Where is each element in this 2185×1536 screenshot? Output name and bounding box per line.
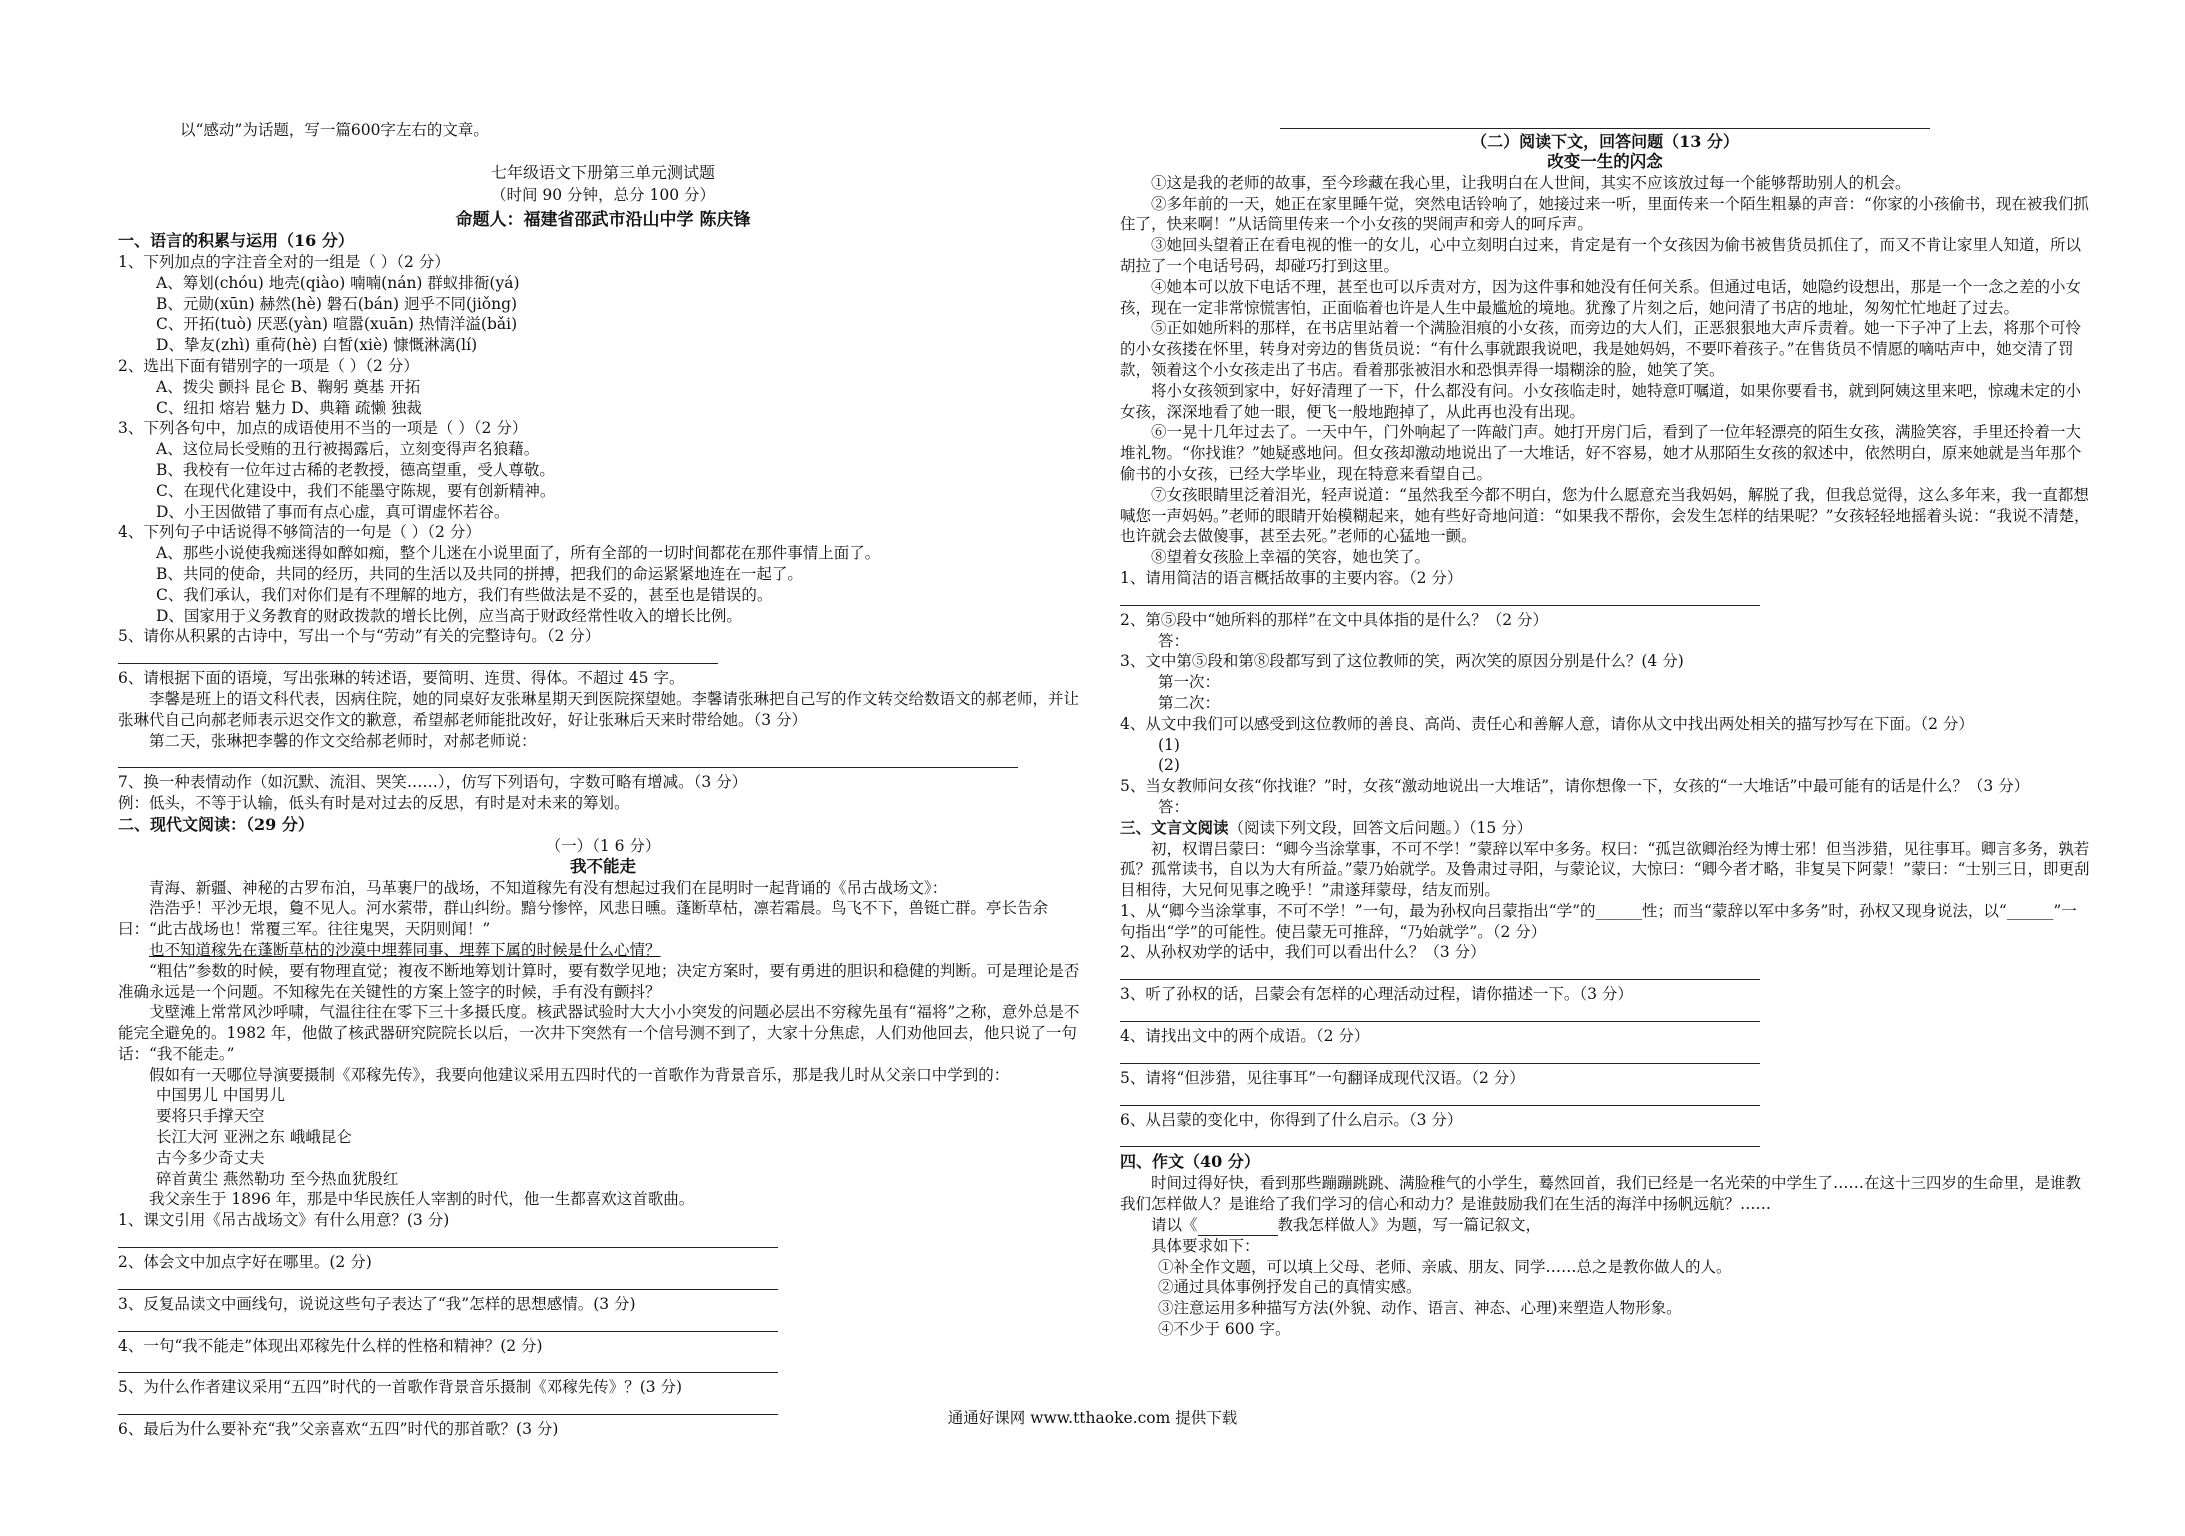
right-column bbox=[1120, 128, 2090, 1340]
q4-option-a: A、那些小说使我痴迷得如醉如痴，整个儿迷在小说里面了，所有全部的一切时间都花在那件事情上面了。 bbox=[156, 544, 881, 563]
q6-context: 李馨是班上的语文科代表，因病住院，她的同桌好友张琳星期天到医院探望她。李馨请张琳把自己写的作文转交给数语文的郝老师，并让张琳代自己向郝老师表示迟交作文的歉意，希望郝老师能批改好，好让张琳后天来时带给她。（3 分） bbox=[118, 689, 1080, 729]
reading-2-question-5: 5、当女教师问女孩“你找谁？”时，女孩“激动地说出一大堆话”，请你想像一下，女孩的“一大堆话”中最可能有的话是什么？（3 分） bbox=[1120, 777, 2030, 796]
answer-line[interactable] bbox=[118, 1233, 778, 1248]
answer-line[interactable] bbox=[118, 1317, 778, 1332]
section-1-title: 一、语言的积累与运用（16 分） bbox=[118, 231, 354, 250]
reading-1-para-4: “粗估”参数的时候，要有物理直觉；複夜不断地筹划计算时，要有数学见地；决定方案时，要有勇进的胆识和稳健的判断。可是理论是否准确永远是一个问题。不知稼先在关键性的方案上签字的时候，手有没有颤抖？ bbox=[118, 961, 1080, 1001]
composition-req-1: ①补全作文题，可以填上父母、老师、亲戚、朋友、同学……总之是教你做人的人。 bbox=[1158, 1257, 1732, 1276]
reading-2-question-4: 4、从文中我们可以感受到这位教师的善良、高尚、责任心和善解人意，请你从文中找出两处相关的描写抄写在下面。（2 分） bbox=[1120, 714, 1974, 733]
excerpt-2-label: (2) bbox=[1158, 756, 1180, 775]
section-3-heading bbox=[1120, 818, 2090, 839]
answer-line[interactable] bbox=[118, 1275, 778, 1290]
reading-1-question-3: 3、反复品读文中画线句，说说这些句子表达了“我”怎样的思想感情。(3 分) bbox=[118, 1294, 636, 1313]
section-2-title: 二、现代文阅读：（29 分） bbox=[118, 814, 314, 834]
reading-1-para-7: 我父亲生于 1896 年，那是中华民族任人宰割的时代，他一生都喜欢这首歌曲。 bbox=[149, 1190, 695, 1209]
reading-2-heading: （二）阅读下文，回答问题（13 分） bbox=[1471, 132, 1739, 151]
reading-1-para-6: 假如有一天哪位导演要摄制《邓稼先传》，我要向他建议采用五四时代的一首歌作为背景音乐，那是我儿时从父亲口中学到的： bbox=[149, 1065, 1010, 1084]
reading-2-para-7: ⑥一晃十几年过去了。一天中午，门外响起了一阵敲门声。她打开房门后，看到了一位年轻漂亮的陌生女孩，满脸笑容，手里还拎着一大堆礼物。“你找谁？”她疑惑地问。但女孩却激动地说出了一大堆话，好不容易，她才从那陌生女孩的叙述中，依然明白，原来她就是当年那个偷书的小女孩，已经大学毕业，现在特意来看望自己。 bbox=[1120, 423, 2082, 483]
classical-question-3: 3、听了孙权的话，吕蒙会有怎样的心理活动过程，请你描述一下。（3 分） bbox=[1120, 985, 1633, 1004]
reading-2-para-2: ②多年前的一天，她正在家里睡午觉，突然电话铃响了，她接过来一听，里面传来一个陌生粗暴的声音：“你家的小孩偷书，现在被我们抓住了，快来啊！”从话筒里传来一个小女孩的哭闹声和旁人的呵斥声。 bbox=[1120, 194, 2089, 234]
exam-title: 七年级语文下册第三单元测试题 bbox=[490, 163, 715, 182]
song-line: 碎首黄尘 燕然勒功 至今热血犹殷红 bbox=[156, 1169, 399, 1188]
reading-1-question-2: 2、体会文中加点字好在哪里。(2 分) bbox=[118, 1253, 372, 1272]
section-4-title: 四、作文（40 分） bbox=[1120, 1152, 1260, 1172]
reading-2-para-5: ⑤正如她所料的那样，在书店里站着一个满脸泪痕的小女孩，而旁边的大人们，正恶狠狠地大声斥责着。她一下子冲了上去，将那个可怜的小女孩搂在怀里，转身对旁边的售货员说：“有什么事就跟我说吧，我是她妈妈，不要吓着孩子。”在售货员不情愿的嘀咕声中，她交清了罚款，领着这个小女孩走出了书店。看着那张被泪水和恐惧弄得一塌糊涂的脸，她笑了笑。 bbox=[1120, 319, 2082, 379]
reading-1-question-6: 6、最后为什么要补充“我”父亲喜欢“五四”时代的那首歌？(3 分) bbox=[118, 1420, 559, 1439]
answer-label: 答： bbox=[1158, 797, 1190, 816]
song-line: 中国男儿 中国男儿 bbox=[156, 1086, 285, 1105]
song-line: 要将只手撑天空 bbox=[156, 1107, 265, 1126]
reading-1-para-5: 戈壁滩上常常风沙呼啸，气温往往在零下三十多摄氏度。核武器试验时大大小小突发的问题必层出不穷稼先虽有“福将”之称，意外总是不能完全避免的。1982 年，他做了核武器研究院院长以后，一次井下突然有一个信号测不到了，大家十分焦虑，人们劝他回去，他只说了一句话：“我不能走。” bbox=[118, 1003, 1080, 1063]
composition-req-4: ④不少于 600 字。 bbox=[1158, 1320, 1291, 1339]
question-3: 3、下列各句中，加点的成语使用不当的一项是（ ）（2 分） bbox=[118, 419, 528, 438]
second-time-label: 第二次： bbox=[1158, 693, 1221, 712]
classical-question-4: 4、请找出文中的两个成语。（2 分） bbox=[1120, 1027, 1370, 1046]
answer-line[interactable] bbox=[118, 649, 718, 664]
q4-option-c: C、我们承认，我们对你们是有不理解的地方，我们有些做法是不妥的，甚至也是错误的。 bbox=[156, 585, 773, 604]
answer-line[interactable] bbox=[1120, 1132, 1760, 1147]
composition-prompt bbox=[1120, 1215, 2090, 1236]
exam-author: 命题人：福建省邵武市沿山中学 陈庆锋 bbox=[455, 210, 751, 230]
footer-credit: 通通好课网 www.tthaoke.com 提供下载 bbox=[947, 1409, 1238, 1427]
reading-1-heading: （一）（1 6 分） bbox=[545, 836, 661, 855]
q2-options-cd: C、纽扣 熔岩 魅力 D、典籍 疏懒 独裁 bbox=[156, 398, 422, 417]
question-2: 2、选出下面有错别字的一项是（ ）（2 分） bbox=[118, 356, 419, 375]
first-time-label: 第一次： bbox=[1158, 673, 1221, 692]
q1-option-a: A、筹划(chóu) 地壳(qiào) 喃喃(nán) 群蚁排衙(yá) bbox=[156, 273, 520, 292]
answer-line[interactable] bbox=[1120, 1049, 1760, 1064]
reading-1-para-3: 也不知道稼先在蓬断草枯的沙漠中埋葬同事、埋葬下属的时候是什么心情？ bbox=[149, 940, 661, 959]
q4-option-b: B、共同的使命，共同的经历，共同的生活以及共同的拼搏，把我们的命运紧紧地连在一起了。 bbox=[156, 564, 803, 583]
composition-prompt-start: 请以《 bbox=[1151, 1216, 1198, 1235]
q3-option-a: A、这位局长受贿的丑行被揭露后，立刻变得声名狼藉。 bbox=[156, 440, 540, 459]
reading-2-para-6: 将小女孩领到家中，好好清理了一下，什么都没有问。小女孩临走时，她特意叮嘱道，如果你要看书，就到阿姨这里来吧，惊魂未定的小女孩，深深地看了她一眼，便飞一般地跑掉了，从此再也没有出现。 bbox=[1120, 381, 2082, 421]
classical-question-5: 5、请将“但涉猎，见往事耳”一句翻译成现代汉语。（2 分） bbox=[1120, 1068, 1525, 1087]
answer-line[interactable] bbox=[1120, 1091, 1760, 1106]
reading-2-para-4: ④她本可以放下电话不理，甚至也可以斥责对方，因为这件事和她没有任何关系。但通过电话，她隐约设想出，那是一个一念之差的小女孩，现在一定非常惊慌害怕，正面临着也许是人生中最尴尬的境地。犹豫了片刻之后，她问清了书店的地址，匆匆忙忙地赶了过去。 bbox=[1120, 277, 2082, 317]
excerpt-1-label: (1) bbox=[1158, 735, 1180, 754]
q1-option-b: B、元勋(xūn) 赫然(hè) 磐石(bán) 迥乎不同(jiǒng) bbox=[156, 294, 518, 313]
reading-2-para-8: ⑦女孩眼睛里泛着泪光，轻声说道：“虽然我至今都不明白，您为什么愿意充当我妈妈，解脱了我，但我总觉得，这么多年来，我一直都想喊您一声妈妈。”老师的眼睛开始模糊起来，她有些好奇地问道：“如果我不帮你，会发生怎样的结果呢？”女孩轻轻地摇着头说：“我说不清楚，也许就会去做傻事，甚至去死。”老师的心猛地一颤。 bbox=[1120, 485, 2090, 546]
answer-line[interactable] bbox=[1120, 1007, 1760, 1022]
song-line: 古今多少奇丈夫 bbox=[156, 1148, 265, 1167]
classical-question-2: 2、从孙权劝学的话中，我们可以看出什么？（3 分） bbox=[1120, 943, 1486, 962]
question-4: 4、下列句子中话说得不够简洁的一句是（ ）（2 分） bbox=[118, 523, 481, 542]
reading-2-question-3: 3、文中第⑤段和第⑧段都写到了这位教师的笑，两次笑的原因分别是什么？(4 分) bbox=[1120, 652, 1684, 671]
reading-1-question-1: 1、课文引用《吊古战场文》有什么用意？(3 分) bbox=[118, 1211, 450, 1230]
q1-option-d: D、挚友(zhì) 重荷(hè) 白皙(xiè) 慷慨淋漓(lí) bbox=[156, 336, 478, 355]
title-blank[interactable] bbox=[1198, 1221, 1278, 1236]
left-column bbox=[118, 110, 1088, 1440]
q3-option-d: D、小王因做错了事而有点心虚，真可谓虚怀若谷。 bbox=[156, 502, 510, 521]
reading-1-para-1: 青海、新疆、神秘的古罗布泊，马革裹尸的战场，不知道稼先有没有想起过我们在昆明时一起背诵的《吊古战场文》： bbox=[149, 878, 948, 897]
reading-2-question-1: 1、请用简洁的语言概括故事的主要内容。（2 分） bbox=[1120, 568, 1463, 587]
question-6: 6、请根据下面的语境，写出张琳的转述语，要简明、连贯、得体。不超过 45 字。 bbox=[118, 669, 685, 688]
answer-line[interactable] bbox=[118, 1358, 778, 1373]
composition-requirements-label: 具体要求如下： bbox=[1151, 1236, 1260, 1255]
section-3-instructions: （阅读下列文段，回答文后问题。）（15 分） bbox=[1228, 818, 1533, 837]
q4-option-d: D、国家用于义务教育的财政拨款的增长比例，应当高于财政经常性收入的增长比例。 bbox=[156, 606, 742, 625]
composition-prompt-end: 教我怎样做人》为题，写一篇记叙文， bbox=[1277, 1216, 1542, 1235]
composition-req-2: ②通过具体事例抒发自己的真情实感。 bbox=[1158, 1278, 1422, 1297]
reading-2-para-1: ①这是我的老师的故事，至今珍藏在我心里，让我明白在人世间，其实不应该放过每一个能够帮助别人的机会。 bbox=[1151, 173, 1911, 192]
classical-text: 初，权谓吕蒙曰：“卿今当涂掌事，不可不学！”蒙辞以军中多务。权曰：“孤岂欲卿治经为博士邪！但当涉猎，见往事耳。卿言多务，孰若孤？孤常读书，自以为大有所益。”蒙乃始就学。及鲁肃过寻阳，与蒙论议，大惊曰：“卿今者才略，非复吴下阿蒙！”蒙曰：“士别三日，即更刮目相待，大兄何见事之晚乎！”肃遂拜蒙母，结友而别。 bbox=[1120, 839, 2090, 900]
question-1: 1、下列加点的字注音全对的一组是（ ）（2 分） bbox=[118, 253, 450, 271]
top-note: 以“感动”为话题，写一篇600字左右的文章。 bbox=[180, 121, 489, 139]
classical-question-1: 1、从“卿今当涂掌事，不可不学！”一句，最为孙权向吕蒙指出“学”的______性；而当“蒙辞以军中多务”时，孙权又现身说法，以“______”一句指出“学”的可能性。使吕蒙无可推辞，“乃始就学”。（2 分） bbox=[1120, 901, 2077, 941]
reading-2-title: 改变一生的闪念 bbox=[1547, 152, 1663, 171]
reading-1-question-4: 4、一句“我不能走”体现出邓稼先什么样的性格和精神？(2 分) bbox=[118, 1336, 543, 1355]
q2-options-ab: A、拨尖 颤抖 昆仑 B、鞠躬 奠基 开拓 bbox=[156, 377, 421, 396]
classical-question-6: 6、从吕蒙的变化中，你得到了什么启示。（3 分） bbox=[1120, 1110, 1463, 1129]
composition-req-3: ③注意运用多种描写方法(外貌、动作、语言、神态、心理)来塑造人物形象。 bbox=[1158, 1299, 1682, 1318]
answer-line[interactable] bbox=[118, 753, 1018, 768]
question-7: 7、换一种表情动作（如沉默、流泪、哭笑……），仿写下列语句，字数可略有增减。（3 分） bbox=[118, 773, 748, 792]
exam-subtitle: （时间 90 分钟，总分 100 分） bbox=[490, 186, 716, 204]
reading-1-para-2: 浩浩乎！平沙无垠，敻不见人。河水萦带，群山纠纷。黯兮惨悴，风悲日曛。蓬断草枯，凛若霜晨。鸟飞不下，兽铤亡群。亭长告余曰：“此古战场也！常覆三军。往往鬼哭，天阴则闻！” bbox=[118, 899, 1049, 939]
song-line: 长江大河 亚洲之东 峨峨昆仑 bbox=[156, 1128, 352, 1147]
section-3-title: 三、文言文阅读 bbox=[1120, 817, 1229, 837]
q3-option-b: B、我校有一位年过古稀的老教授，德高望重，受人尊敬。 bbox=[156, 460, 555, 479]
reading-2-para-9: ⑧望着女孩脸上幸福的笑容，她也笑了。 bbox=[1151, 548, 1431, 567]
q1-option-c: C、开拓(tuò) 厌恶(yàn) 喧嚣(xuān) 热情洋溢(bǎi) bbox=[156, 315, 518, 334]
answer-line[interactable] bbox=[1120, 591, 1760, 606]
reading-2-question-2: 2、第⑤段中“她所料的那样”在文中具体指的是什么？（2 分） bbox=[1120, 610, 1549, 629]
answer-label: 答： bbox=[1158, 631, 1190, 650]
q6-prompt: 第二天，张琳把李馨的作文交给郝老师时，对郝老师说： bbox=[149, 731, 537, 750]
q7-example: 例：低头，不等于认输，低头有时是对过去的反思，有时是对未来的筹划。 bbox=[118, 794, 630, 813]
reading-2-para-3: ③她回头望着正在看电视的惟一的女儿，心中立刻明白过来，肯定是有一个女孩因为偷书被售货员抓住了，而又不肯让家里人知道，所以胡拉了一个电话号码，却碰巧打到这里。 bbox=[1120, 236, 2082, 275]
question-5: 5、请你从积累的古诗中，写出一个与“劳动”有关的完整诗句。（2 分） bbox=[118, 627, 601, 646]
answer-line[interactable] bbox=[1120, 965, 1760, 980]
composition-intro: 时间过得好快，看到那些蹦蹦跳跳、满脸稚气的小学生，蓦然回首，我们已经是一名光荣的中学生了……在这十三四岁的生命里，是谁教我们怎样做人？是谁给了我们学习的信心和动力？是谁鼓励我们在生活的海洋中扬帆远航？…… bbox=[1120, 1174, 2082, 1214]
q3-option-c: C、在现代化建设中，我们不能墨守陈规，要有创新精神。 bbox=[156, 481, 556, 500]
reading-1-question-5: 5、为什么作者建议采用“五四”时代的一首歌作背景音乐摄制《邓稼先传》？(3 分) bbox=[118, 1378, 683, 1397]
reading-1-title: 我不能走 bbox=[570, 856, 636, 876]
